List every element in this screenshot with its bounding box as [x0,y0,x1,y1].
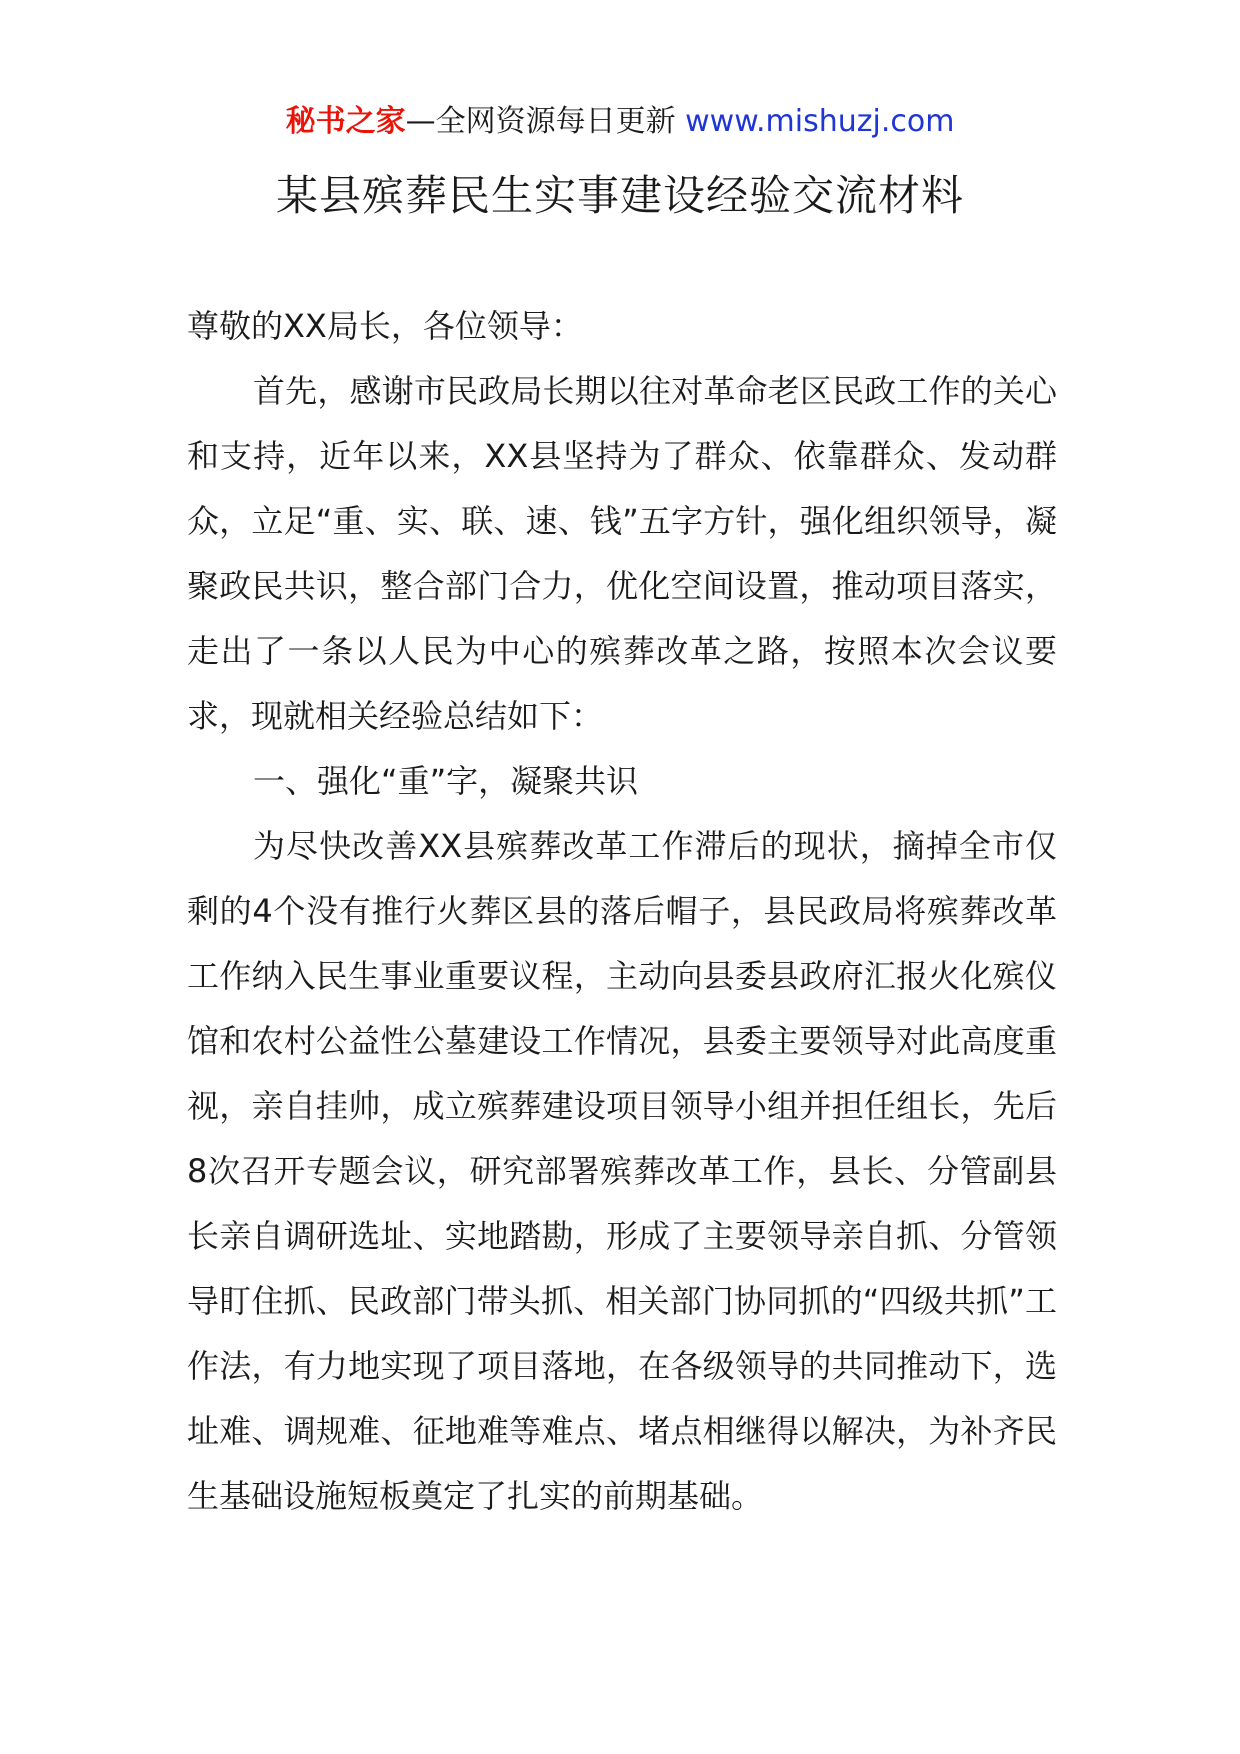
site-slogan: —全网资源每日更新 [405,104,676,139]
document-title: 某县殡葬民生实事建设经验交流材料 [275,171,964,220]
site-url-link[interactable]: www.mishuzj.com [685,104,955,139]
greeting: 尊敬的XX局长，各位领导： [187,307,583,345]
site-brand: 秘书之家 [285,104,406,139]
body-paragraph: 为尽快改善XX县殡葬改革工作滞后的现状，摘掉全市仅剩的4个没有推行火葬区县的落后帽子，县民政局将殡葬改革工作纳入民生事业重要议程，主动向县委县政府汇报火化殡仪馆和农村公益性公墓建设工作情况，县委主要领导对此高度重视，亲自挂帅，成立殡葬建设项目领导小组并担任组长，先后8次召开专题会议，研究部署殡葬改革工作，县长、分管副县长亲自调研选址、实地踏勘，形成了主要领导亲自抓、分管领导盯住抓、民政部门带头抓、相关部门协同抓的“四级共抓”工作法，有力地实现了项目落地，在各级领导的共同推动下，选址难、调规难、征地难等难点、堵点相继得以解决，为补齐民生基础设施短板奠定了扎实的前期基础。 [187,827,1057,1515]
document-body [187,294,1057,1529]
body-paragraph: 首先，感谢市民政局长期以往对革命老区民政工作的关心和支持，近年以来，XX县坚持为了群众、依靠群众、发动群众，立足“重、实、联、速、钱”五字方针，强化组织领导，凝聚政民共识，整合部门合力，优化空间设置，推动项目落实，走出了一条以人民为中心的殡葬改革之路，按照本次会议要求，现就相关经验总结如下： [187,372,1057,735]
site-header [0,100,1240,144]
section-heading: 一、强化“重”字，凝聚共识 [253,762,639,800]
